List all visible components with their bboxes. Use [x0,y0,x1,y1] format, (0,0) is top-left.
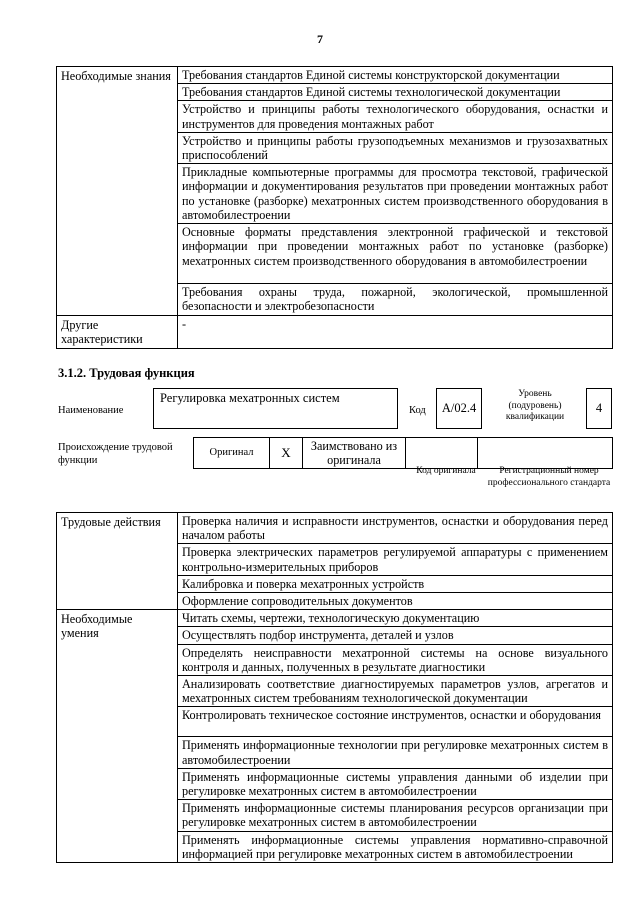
reg-number-label: Регистрационный номер профессионального стандарта [487,466,611,488]
origin-table [193,437,613,469]
skill-item: Контролировать техническое состояние инструментов, оснастки и оборудования [178,707,613,737]
skill-item: Анализировать соответствие диагностируемых параметров узлов, агрегатов и мехатронных систем требованиям технологической документации [178,676,613,707]
function-table [56,512,613,863]
knowledge-item: Требования стандартов Единой системы конструкторской документации [178,67,613,84]
skill-item: Применять информационные системы управления данными об изделии при регулировке мехатронных систем в автомобилестроении [178,768,613,799]
skill-item: Определять неисправности мехатронной системы на основе визуального контроля и данных, полученных в результате диагностики [178,644,613,675]
skill-item: Применять информационные системы планирования ресурсов организации при регулировке мехатронных систем в автомобилестроении [178,800,613,831]
action-item: Проверка электрических параметров регулируемой аппаратуры с применением контрольно-измерительных приборов [178,544,613,575]
origin-label: Происхождение трудовой функции [58,442,173,466]
row-header-other: Другие характеристики [57,315,178,348]
code-label: Код [409,405,426,416]
knowledge-item: Требования стандартов Единой системы технологической документации [178,84,613,101]
name-label: Наименование [58,405,124,416]
knowledge-item: Прикладные компьютерные программы для просмотра текстовой, графической информации и документирования результатов при проведении монтажных работ по установке (разборке) мехатронных систем производственного оборудования в автомобилестроении [178,164,613,224]
reg-number-cell [478,438,613,469]
original-mark: X [270,438,303,469]
action-item: Проверка наличия и исправности инструментов, оснастки и оборудования перед началом работы [178,513,613,544]
original-label: Оригинал [194,438,270,469]
section-title: 3.1.2. Трудовая функция [58,366,195,380]
skill-item: Применять информационные системы управления нормативно-справочной информацией при регулировке мехатронных систем в автомобилестроении [178,831,613,862]
code-original-label: Код оригинала [416,466,476,476]
knowledge-table [56,66,613,349]
name-value: Регулировка мехатронных систем [153,388,398,429]
knowledge-item: Основные форматы представления электронной графической и текстовой информации при проведении монтажных работ по установке (разборке) мехатронных систем производственного оборудования в автомобилестроении [178,224,613,284]
row-header-knowledge: Необходимые знания [57,67,178,316]
row-header-actions: Трудовые действия [57,513,178,610]
borrowed-label: Заимствовано из оригинала [303,438,406,469]
code-value: A/02.4 [436,388,482,429]
row-header-skills: Необходимые умения [57,610,178,863]
action-item: Калибровка и поверка мехатронных устройств [178,575,613,592]
page-number: 7 [317,32,323,46]
code-original-cell [406,438,478,469]
knowledge-item: Устройство и принципы работы технологического оборудования, оснастки и инструментов для проведения монтажных работ [178,101,613,132]
skill-item: Применять информационные технологии при регулировке мехатронных систем в автомобилестроении [178,737,613,768]
level-label: Уровень (подуровень) квалификации [505,389,565,422]
skill-item: Осуществлять подбор инструмента, деталей и узлов [178,627,613,644]
other-item: - [178,315,613,348]
skill-item: Читать схемы, чертежи, технологическую документацию [178,610,613,627]
action-item: Оформление сопроводительных документов [178,593,613,610]
knowledge-item: Требования охраны труда, пожарной, экологической, промышленной безопасности и электробезопасности [178,284,613,315]
level-value: 4 [586,388,612,429]
knowledge-item: Устройство и принципы работы грузоподъемных механизмов и грузозахватных приспособлений [178,132,613,163]
